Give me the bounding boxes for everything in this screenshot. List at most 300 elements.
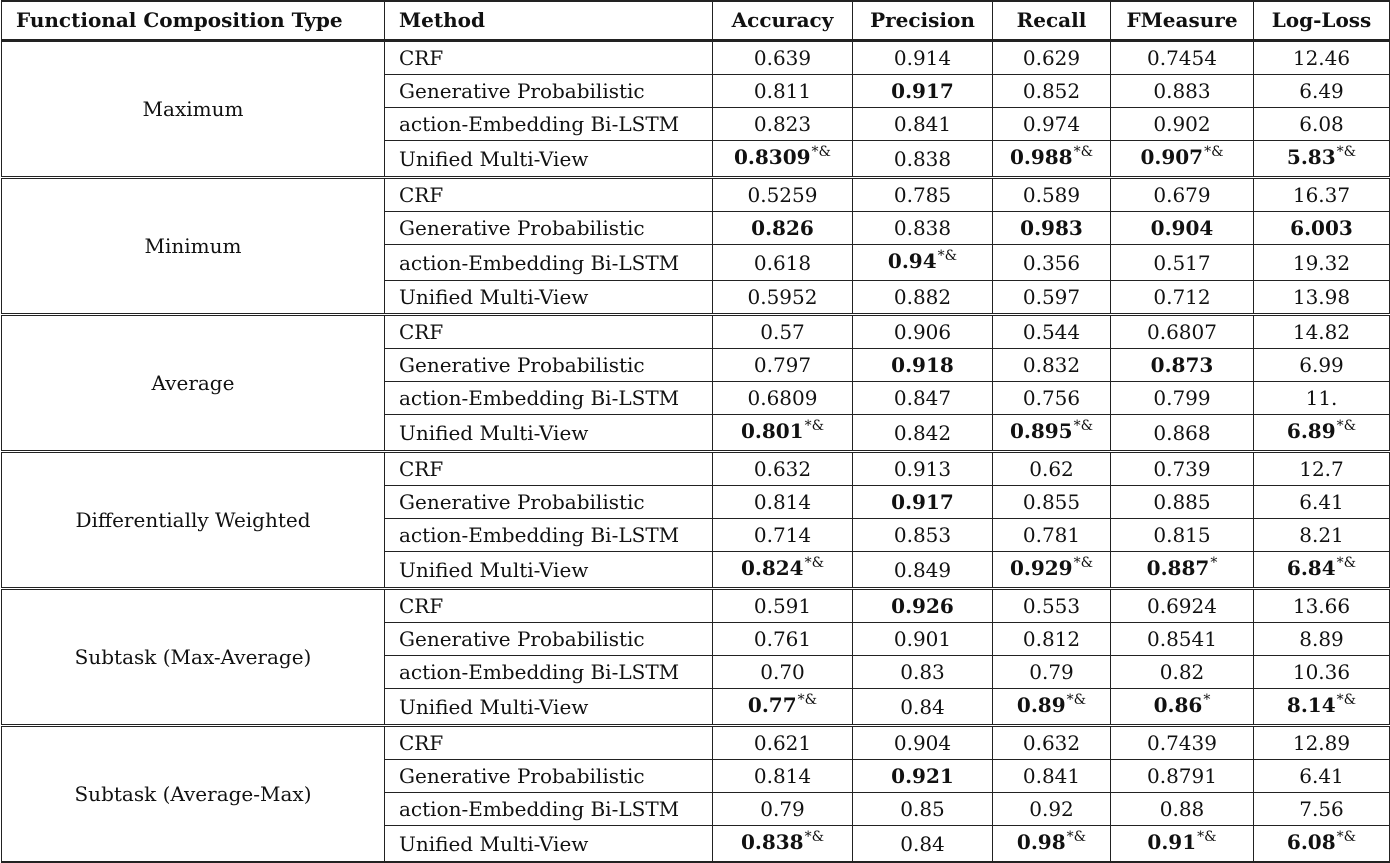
- precision-cell: [853, 75, 993, 108]
- recall-cell: [993, 349, 1111, 382]
- metric-value: 0.94: [887, 249, 937, 273]
- metric-value: 0.639: [753, 46, 812, 70]
- significance-mark: *&: [811, 144, 831, 160]
- fmeasure-cell: [1111, 623, 1254, 656]
- metric-value: 13.66: [1292, 594, 1351, 618]
- precision-cell: [853, 41, 993, 75]
- significance-mark: *&: [1197, 829, 1217, 845]
- metric-value: 13.98: [1292, 285, 1351, 309]
- method-cell: Unified Multi-View: [385, 141, 713, 178]
- metric-value: 0.79: [760, 797, 805, 821]
- header-row: [2, 1, 1390, 41]
- log-loss-cell: [1254, 726, 1390, 760]
- precision-cell: [853, 793, 993, 826]
- table-row: [2, 726, 1390, 760]
- metric-value: 0.7439: [1147, 731, 1217, 755]
- metric-value: 8.21: [1299, 523, 1344, 547]
- accuracy-cell: [713, 760, 853, 793]
- precision-cell: [853, 245, 993, 281]
- fmeasure-cell: [1111, 452, 1254, 486]
- metric-value: 0.82: [1159, 660, 1205, 684]
- metric-value: 0.544: [1022, 320, 1081, 344]
- metric-value: 0.847: [893, 386, 952, 410]
- accuracy-cell: [713, 589, 853, 623]
- fmeasure-cell: [1111, 689, 1254, 726]
- metric-value: 0.83: [900, 660, 945, 684]
- metric-value: 12.7: [1299, 457, 1344, 481]
- recall-cell: [993, 212, 1111, 245]
- log-loss-cell: [1254, 349, 1390, 382]
- accuracy-cell: [713, 726, 853, 760]
- significance-mark: *&: [937, 248, 958, 264]
- fmeasure-cell: [1111, 315, 1254, 349]
- recall-cell: [993, 552, 1111, 589]
- precision-cell: [853, 281, 993, 315]
- metric-value: 0.883: [1153, 79, 1211, 103]
- precision-cell: [853, 486, 993, 519]
- precision-cell: [853, 623, 993, 656]
- significance-mark: *&: [797, 692, 818, 708]
- accuracy-cell: [713, 656, 853, 689]
- precision-cell: [853, 108, 993, 141]
- recall-cell: [993, 623, 1111, 656]
- metric-value: 0.832: [1022, 353, 1081, 377]
- recall-cell: [993, 826, 1111, 863]
- metric-value: 0.88: [1159, 797, 1205, 821]
- recall-cell: [993, 519, 1111, 552]
- metric-value: 0.921: [891, 764, 954, 788]
- significance-mark: *&: [1073, 418, 1094, 434]
- metric-value: 0.756: [1022, 386, 1081, 410]
- header-precision: Precision: [853, 1, 993, 41]
- significance-mark: *&: [1336, 555, 1357, 571]
- metric-value: 0.739: [1153, 457, 1211, 481]
- method-cell: action-Embedding Bi-LSTM: [385, 519, 713, 552]
- metric-value: 0.553: [1022, 594, 1081, 618]
- precision-cell: [853, 589, 993, 623]
- metric-value: 6.41: [1299, 490, 1344, 514]
- fmeasure-cell: [1111, 519, 1254, 552]
- fmeasure-cell: [1111, 552, 1254, 589]
- metric-value: 0.838: [893, 216, 952, 240]
- recall-cell: [993, 141, 1111, 178]
- precision-cell: [853, 656, 993, 689]
- precision-cell: [853, 415, 993, 452]
- metric-value: 12.89: [1292, 731, 1351, 755]
- metric-value: 8.14: [1286, 693, 1336, 717]
- metric-value: 14.82: [1292, 320, 1351, 344]
- method-cell: action-Embedding Bi-LSTM: [385, 793, 713, 826]
- method-cell: Generative Probabilistic: [385, 486, 713, 519]
- log-loss-cell: [1254, 519, 1390, 552]
- recall-cell: [993, 41, 1111, 75]
- accuracy-cell: [713, 281, 853, 315]
- fmeasure-cell: [1111, 382, 1254, 415]
- log-loss-cell: [1254, 415, 1390, 452]
- composition-type-cell: Differentially Weighted: [2, 452, 385, 589]
- metric-value: 0.6924: [1147, 594, 1217, 618]
- fmeasure-cell: [1111, 760, 1254, 793]
- metric-value: 0.6809: [747, 386, 818, 410]
- accuracy-cell: [713, 382, 853, 415]
- metric-value: 0.841: [1022, 764, 1081, 788]
- header-method: Method: [385, 1, 713, 41]
- log-loss-cell: [1254, 212, 1390, 245]
- metric-value: 6.41: [1299, 764, 1344, 788]
- metric-value: 16.37: [1292, 183, 1351, 207]
- metric-value: 10.36: [1292, 660, 1351, 684]
- metric-value: 0.895: [1009, 419, 1073, 443]
- method-cell: CRF: [385, 726, 713, 760]
- metric-value: 0.823: [753, 112, 812, 136]
- recall-cell: [993, 486, 1111, 519]
- metric-value: 0.632: [1022, 731, 1081, 755]
- method-cell: CRF: [385, 178, 713, 212]
- metric-value: 0.8309: [733, 145, 811, 169]
- table-row: [2, 315, 1390, 349]
- log-loss-cell: [1254, 108, 1390, 141]
- table-row: [2, 452, 1390, 486]
- header-accuracy: Accuracy: [713, 1, 853, 41]
- method-cell: action-Embedding Bi-LSTM: [385, 108, 713, 141]
- fmeasure-cell: [1111, 656, 1254, 689]
- table-row: [2, 41, 1390, 75]
- significance-mark: *&: [1336, 692, 1357, 708]
- metric-value: 0.814: [753, 490, 812, 514]
- fmeasure-cell: [1111, 41, 1254, 75]
- results-table-container: [1, 0, 1390, 863]
- metric-value: 0.868: [1153, 420, 1211, 445]
- metric-value: 0.855: [1022, 490, 1081, 514]
- significance-mark: *&: [1336, 418, 1357, 434]
- metric-value: 0.6807: [1147, 320, 1217, 344]
- metric-value: 8.89: [1299, 627, 1344, 651]
- log-loss-cell: [1254, 760, 1390, 793]
- metric-value: 12.46: [1292, 46, 1351, 70]
- metric-value: 0.929: [1009, 556, 1073, 580]
- header-log-loss: Log-Loss: [1254, 1, 1390, 41]
- metric-value: 0.679: [1153, 183, 1211, 207]
- accuracy-cell: [713, 519, 853, 552]
- log-loss-cell: [1254, 245, 1390, 281]
- precision-cell: [853, 519, 993, 552]
- fmeasure-cell: [1111, 245, 1254, 281]
- method-cell: Generative Probabilistic: [385, 760, 713, 793]
- recall-cell: [993, 589, 1111, 623]
- metric-value: 6.89: [1286, 419, 1336, 443]
- metric-value: 0.98: [1016, 830, 1066, 854]
- recall-cell: [993, 75, 1111, 108]
- table-row: [2, 178, 1390, 212]
- recall-cell: [993, 315, 1111, 349]
- significance-mark: *&: [804, 829, 825, 845]
- metric-value: 6.08: [1299, 112, 1344, 136]
- recall-cell: [993, 726, 1111, 760]
- recall-cell: [993, 245, 1111, 281]
- accuracy-cell: [713, 41, 853, 75]
- recall-cell: [993, 178, 1111, 212]
- metric-value: 0.712: [1153, 285, 1211, 309]
- metric-value: 0.826: [751, 216, 814, 240]
- method-cell: Unified Multi-View: [385, 826, 713, 863]
- accuracy-cell: [713, 415, 853, 452]
- significance-mark: *&: [1073, 555, 1094, 571]
- precision-cell: [853, 349, 993, 382]
- accuracy-cell: [713, 75, 853, 108]
- log-loss-cell: [1254, 281, 1390, 315]
- metric-value: 0.7454: [1147, 46, 1217, 70]
- method-cell: Unified Multi-View: [385, 689, 713, 726]
- recall-cell: [993, 452, 1111, 486]
- accuracy-cell: [713, 486, 853, 519]
- metric-value: 0.904: [1150, 216, 1214, 240]
- metric-value: 0.974: [1022, 112, 1081, 136]
- metric-value: 0.838: [740, 830, 804, 854]
- fmeasure-cell: [1111, 486, 1254, 519]
- header-fmeasure: FMeasure: [1111, 1, 1254, 41]
- log-loss-cell: [1254, 826, 1390, 863]
- metric-value: 0.983: [1020, 216, 1083, 240]
- log-loss-cell: [1254, 382, 1390, 415]
- precision-cell: [853, 552, 993, 589]
- composition-type-cell: Minimum: [2, 178, 385, 315]
- log-loss-cell: [1254, 141, 1390, 178]
- fmeasure-cell: [1111, 178, 1254, 212]
- accuracy-cell: [713, 349, 853, 382]
- log-loss-cell: [1254, 315, 1390, 349]
- metric-value: 0.914: [893, 46, 952, 70]
- metric-value: 6.08: [1286, 830, 1336, 854]
- precision-cell: [853, 689, 993, 726]
- fmeasure-cell: [1111, 212, 1254, 245]
- metric-value: 0.591: [753, 594, 812, 618]
- method-cell: Generative Probabilistic: [385, 349, 713, 382]
- method-cell: Generative Probabilistic: [385, 75, 713, 108]
- method-cell: CRF: [385, 41, 713, 75]
- significance-mark: *: [1203, 692, 1211, 708]
- metric-value: 0.882: [893, 285, 952, 309]
- significance-mark: *&: [804, 555, 825, 571]
- accuracy-cell: [713, 793, 853, 826]
- metric-value: 0.815: [1153, 523, 1211, 547]
- recall-cell: [993, 108, 1111, 141]
- metric-value: 0.799: [1153, 386, 1211, 410]
- metric-value: 0.918: [891, 353, 954, 377]
- metric-value: 0.629: [1022, 46, 1081, 70]
- accuracy-cell: [713, 552, 853, 589]
- recall-cell: [993, 415, 1111, 452]
- accuracy-cell: [713, 689, 853, 726]
- metric-value: 0.873: [1150, 353, 1214, 377]
- composition-type-cell: Subtask (Average-Max): [2, 726, 385, 863]
- metric-value: 0.904: [893, 731, 952, 755]
- method-cell: action-Embedding Bi-LSTM: [385, 656, 713, 689]
- composition-type-cell: Subtask (Max-Average): [2, 589, 385, 726]
- precision-cell: [853, 141, 993, 178]
- metric-value: 6.99: [1299, 353, 1344, 377]
- metric-value: 0.91: [1147, 830, 1197, 854]
- metric-value: 0.8791: [1147, 764, 1217, 788]
- log-loss-cell: [1254, 552, 1390, 589]
- precision-cell: [853, 178, 993, 212]
- metric-value: 0.89: [1016, 693, 1066, 717]
- fmeasure-cell: [1111, 75, 1254, 108]
- accuracy-cell: [713, 212, 853, 245]
- metric-value: 0.84: [900, 694, 945, 719]
- accuracy-cell: [713, 826, 853, 863]
- metric-value: 0.714: [753, 523, 812, 547]
- metric-value: 0.84: [900, 831, 945, 856]
- method-cell: Generative Probabilistic: [385, 212, 713, 245]
- accuracy-cell: [713, 245, 853, 281]
- significance-mark: *: [1210, 555, 1218, 571]
- log-loss-cell: [1254, 793, 1390, 826]
- results-table: [1, 0, 1390, 863]
- composition-type-cell: Maximum: [2, 41, 385, 178]
- metric-value: 0.885: [1153, 490, 1211, 514]
- accuracy-cell: [713, 623, 853, 656]
- method-cell: Unified Multi-View: [385, 552, 713, 589]
- metric-value: 6.84: [1286, 556, 1336, 580]
- metric-value: 0.597: [1022, 285, 1081, 309]
- recall-cell: [993, 382, 1111, 415]
- method-cell: Generative Probabilistic: [385, 623, 713, 656]
- fmeasure-cell: [1111, 793, 1254, 826]
- recall-cell: [993, 760, 1111, 793]
- log-loss-cell: [1254, 623, 1390, 656]
- method-cell: CRF: [385, 452, 713, 486]
- metric-value: 0.902: [1153, 112, 1211, 136]
- significance-mark: *&: [1073, 144, 1094, 160]
- accuracy-cell: [713, 315, 853, 349]
- precision-cell: [853, 382, 993, 415]
- accuracy-cell: [713, 141, 853, 178]
- metric-value: 19.32: [1292, 250, 1351, 275]
- metric-value: 0.70: [760, 660, 805, 684]
- metric-value: 0.77: [747, 693, 797, 717]
- metric-value: 0.621: [753, 731, 812, 755]
- metric-value: 0.988: [1009, 145, 1073, 169]
- precision-cell: [853, 315, 993, 349]
- metric-value: 0.841: [893, 112, 952, 136]
- metric-value: 0.838: [893, 146, 952, 171]
- method-cell: Unified Multi-View: [385, 415, 713, 452]
- metric-value: 0.853: [893, 523, 952, 547]
- metric-value: 5.83: [1286, 145, 1336, 169]
- metric-value: 0.887: [1146, 556, 1210, 580]
- log-loss-cell: [1254, 486, 1390, 519]
- table-body: [2, 41, 1390, 863]
- metric-value: 0.917: [891, 79, 954, 103]
- metric-value: 0.86: [1153, 693, 1203, 717]
- metric-value: 0.811: [753, 79, 812, 103]
- metric-value: 0.761: [753, 627, 812, 651]
- metric-value: 0.785: [893, 183, 952, 207]
- metric-value: 0.797: [753, 353, 812, 377]
- fmeasure-cell: [1111, 826, 1254, 863]
- log-loss-cell: [1254, 452, 1390, 486]
- metric-value: 0.5952: [747, 285, 818, 309]
- log-loss-cell: [1254, 656, 1390, 689]
- significance-mark: *&: [804, 418, 825, 434]
- metric-value: 0.842: [893, 420, 952, 445]
- metric-value: 6.003: [1290, 216, 1353, 240]
- metric-value: 0.814: [753, 764, 812, 788]
- fmeasure-cell: [1111, 589, 1254, 623]
- significance-mark: *&: [1336, 144, 1357, 160]
- metric-value: 0.8541: [1147, 627, 1217, 651]
- fmeasure-cell: [1111, 415, 1254, 452]
- log-loss-cell: [1254, 689, 1390, 726]
- metric-value: 0.632: [753, 457, 812, 481]
- fmeasure-cell: [1111, 108, 1254, 141]
- metric-value: 0.812: [1022, 627, 1081, 651]
- metric-value: 0.901: [893, 627, 952, 651]
- metric-value: 0.62: [1029, 457, 1074, 481]
- metric-value: 0.92: [1029, 797, 1074, 821]
- metric-value: 0.824: [740, 556, 804, 580]
- metric-value: 11.: [1305, 386, 1338, 410]
- metric-value: 0.57: [760, 320, 805, 344]
- log-loss-cell: [1254, 75, 1390, 108]
- table-row: [2, 589, 1390, 623]
- header-functional-composition-type: Functional Composition Type: [2, 1, 385, 41]
- metric-value: 0.849: [893, 557, 952, 582]
- precision-cell: [853, 726, 993, 760]
- metric-value: 0.618: [753, 250, 812, 275]
- recall-cell: [993, 281, 1111, 315]
- metric-value: 0.517: [1153, 250, 1211, 275]
- fmeasure-cell: [1111, 349, 1254, 382]
- significance-mark: *&: [1066, 692, 1087, 708]
- method-cell: CRF: [385, 315, 713, 349]
- metric-value: 0.926: [891, 594, 954, 618]
- metric-value: 7.56: [1299, 797, 1344, 821]
- metric-value: 6.49: [1299, 79, 1344, 103]
- recall-cell: [993, 656, 1111, 689]
- metric-value: 0.589: [1022, 183, 1081, 207]
- metric-value: 0.79: [1029, 660, 1074, 684]
- metric-value: 0.781: [1022, 523, 1081, 547]
- fmeasure-cell: [1111, 281, 1254, 315]
- fmeasure-cell: [1111, 141, 1254, 178]
- metric-value: 0.917: [891, 490, 954, 514]
- metric-value: 0.85: [900, 797, 945, 821]
- accuracy-cell: [713, 108, 853, 141]
- accuracy-cell: [713, 178, 853, 212]
- method-cell: action-Embedding Bi-LSTM: [385, 382, 713, 415]
- recall-cell: [993, 689, 1111, 726]
- accuracy-cell: [713, 452, 853, 486]
- metric-value: 0.852: [1022, 79, 1081, 103]
- log-loss-cell: [1254, 41, 1390, 75]
- metric-value: 0.913: [893, 457, 952, 481]
- log-loss-cell: [1254, 178, 1390, 212]
- method-cell: Unified Multi-View: [385, 281, 713, 315]
- metric-value: 0.5259: [747, 183, 818, 207]
- significance-mark: *&: [1204, 144, 1224, 160]
- precision-cell: [853, 212, 993, 245]
- fmeasure-cell: [1111, 726, 1254, 760]
- precision-cell: [853, 826, 993, 863]
- metric-value: 0.801: [740, 419, 804, 443]
- log-loss-cell: [1254, 589, 1390, 623]
- significance-mark: *&: [1066, 829, 1087, 845]
- metric-value: 0.907: [1140, 145, 1204, 169]
- significance-mark: *&: [1336, 829, 1357, 845]
- composition-type-cell: Average: [2, 315, 385, 452]
- header-recall: Recall: [993, 1, 1111, 41]
